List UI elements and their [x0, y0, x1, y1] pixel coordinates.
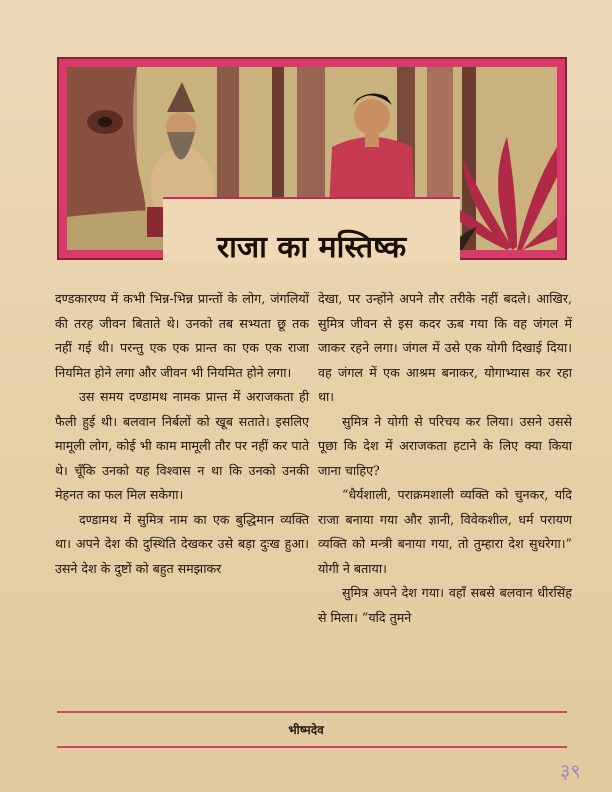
story-title: राजा का मस्तिष्क [216, 230, 407, 265]
title-box [163, 197, 460, 263]
page-number: ३९ [560, 759, 581, 783]
left-column [55, 287, 309, 581]
right-column [318, 287, 572, 630]
paragraph: दण्डामथ में सुमित्र नाम का एक बुद्धिमान व्यक्ति था। अपने देश की दुस्थिति देखकर उसे बड़ा दुःख हुआ। उसने देश के दुष्टों को बहुत समझाकर [55, 511, 309, 576]
footer-author: भीष्मदेव [288, 723, 324, 737]
paragraph: “धैर्यशाली, पराक्रमशाली व्यक्ति को चुनकर, यदि राजा बनाया गया और ज्ञानी, विवेकशील, धर्म परायण व्यक्ति को मन्त्री बनाया गया, तो तुम्हारा देश सुधरेगा।” योगी ने बताया। [318, 487, 572, 576]
paragraph: सुमित्र ने योगी से परिचय कर लिया। उसने उससे पूछा कि देश में अराजकता हटाने के लिए क्या किया जाना चाहिए? [318, 413, 572, 478]
paragraph: सुमित्र अपने देश गया। वहाँ सबसे बलवान धीरसिंह से मिला। “यदि तुमने [318, 585, 572, 625]
divider [57, 711, 567, 713]
paragraph: उस समय दण्डामथ नामक प्रान्त में अराजकता ही फैली हुई थी। बलवान निर्बलों को खूब सताते। इसलिए मामूली लोग, कोई भी काम मामूली तौर पर नहीं कर पाते थे। चूँकि उनको यह विश्वास न था कि उनको उनकी मेहनत का फल मिल सकेगा। [55, 389, 309, 502]
paragraph: दण्डकारण्य में कभी भिन्न-भिन्न प्रान्तों के लोग, जंगलियों की तरह जीवन बिताते थे। उनको तब सभ्यता छू तक नहीं गई थी। परन्तु एक एक प्रान्त का एक एक राजा नियमित होने लगा और जीवन भी नियमित होने लगा। [55, 291, 309, 380]
paragraph: देखा, पर उन्होंने अपने तौर तरीके नहीं बदले। आखिर, सुमित्र जीवन से इस कदर ऊब गया कि वह जंगल में जाकर रहने लगा। जंगल में उसे एक योगी दिखाई दिया। वह जंगल में एक आश्रम बनाकर, योगाभ्यास कर रहा था। [318, 291, 572, 404]
divider [57, 746, 567, 748]
